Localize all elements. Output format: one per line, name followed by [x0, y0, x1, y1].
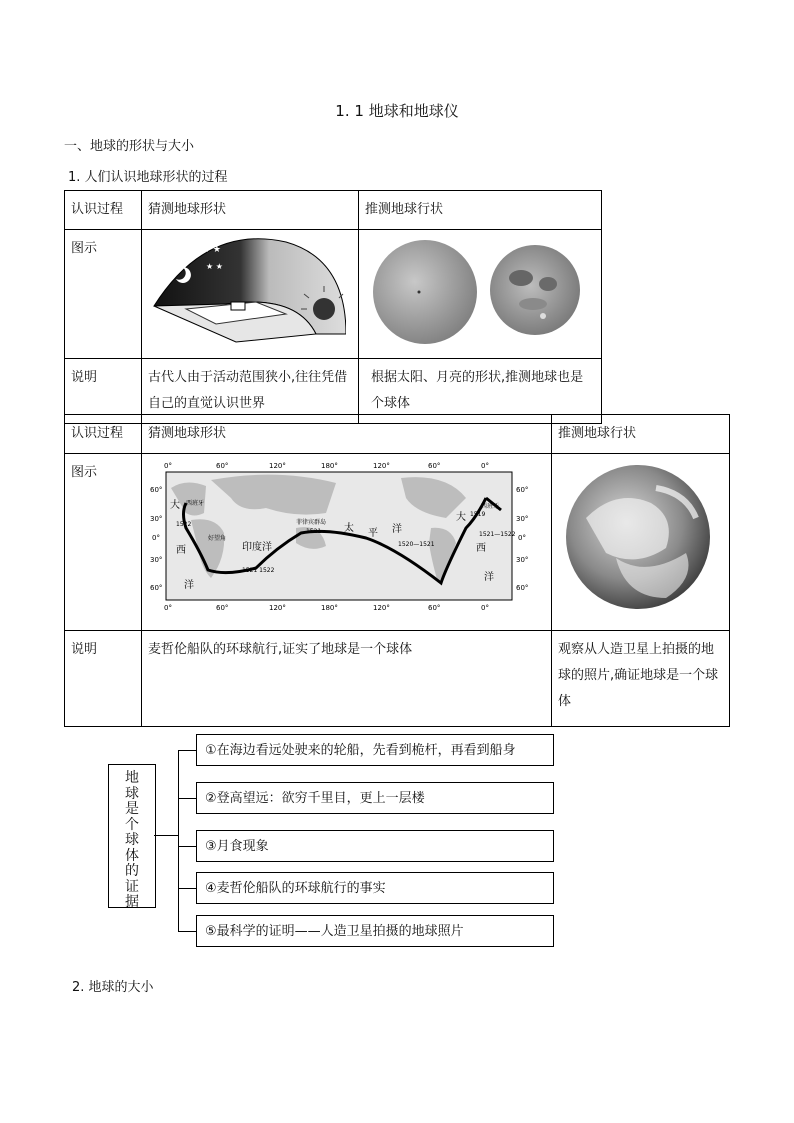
svg-text:120°: 120°: [373, 462, 390, 470]
map-label: 好望角: [208, 535, 227, 542]
table-header-process: 认识过程: [65, 415, 142, 454]
map-label: 1521: [306, 528, 322, 535]
guess-description: 麦哲伦船队的环球航行,证实了地球是一个球体: [142, 631, 552, 727]
svg-text:0°: 0°: [481, 604, 489, 612]
map-lon-labels-top: [164, 462, 489, 470]
map-label: 1521 1522: [242, 567, 275, 574]
svg-text:0°: 0°: [164, 604, 172, 612]
svg-text:60°: 60°: [428, 462, 441, 470]
evidence-center-label: 地球是个球体的证据: [125, 770, 139, 910]
table-header-process: 认识过程: [65, 191, 142, 230]
infer-description: 根据太阳、月亮的形状,推测地球也是个球体: [359, 359, 602, 424]
svg-text:120°: 120°: [373, 604, 390, 612]
svg-text:60°: 60°: [516, 486, 529, 494]
map-label: 太: [344, 523, 354, 534]
connector-bracket: [178, 750, 179, 932]
svg-text:0°: 0°: [152, 534, 160, 542]
map-label: 1522: [176, 521, 192, 528]
connector-line: [178, 798, 196, 799]
svg-text:120°: 120°: [269, 604, 286, 612]
map-label: 菲律宾群岛: [296, 519, 327, 526]
connector-line: [178, 931, 196, 932]
map-label: 大: [456, 512, 466, 523]
connector-line: [178, 846, 196, 847]
svg-text:60°: 60°: [216, 462, 229, 470]
svg-text:120°: 120°: [269, 462, 286, 470]
map-label: 西班牙: [186, 500, 205, 507]
satellite-earth-photo: [552, 454, 730, 631]
ancient-dome-illustration: [142, 230, 359, 359]
subsection-heading: 1. 人们认识地球形状的过程: [68, 170, 228, 185]
map-label: 1521—1522: [479, 531, 516, 538]
subsection-heading: 2. 地球的大小: [72, 980, 154, 995]
evidence-center-box: [108, 764, 156, 908]
svg-text:60°: 60°: [150, 486, 163, 494]
svg-text:60°: 60°: [216, 604, 229, 612]
svg-text:★ ★ ★: ★ ★ ★: [191, 245, 221, 255]
connector-line: [154, 835, 178, 836]
guess-description: 古代人由于活动范围狭小,往往凭借自己的直觉认识世界: [142, 359, 359, 424]
table-header-guess: 猜测地球形状: [142, 415, 552, 454]
table-header-infer: 推测地球行状: [552, 415, 730, 454]
map-label: 洋: [484, 572, 494, 583]
map-label: 洋: [392, 524, 402, 535]
map-label: 平: [368, 528, 378, 539]
svg-text:60°: 60°: [428, 604, 441, 612]
svg-text:30°: 30°: [516, 515, 529, 523]
sun-image: [373, 240, 477, 344]
svg-text:0°: 0°: [481, 462, 489, 470]
table-shape-process-2: [64, 414, 730, 727]
row-label-explanation: 说明: [65, 631, 142, 727]
map-label: 洋: [184, 580, 194, 591]
svg-text:30°: 30°: [150, 556, 163, 564]
connector-line: [178, 888, 196, 889]
evidence-item: ⑤最科学的证明——人造卫星拍摄的地球照片: [196, 915, 554, 947]
map-label: 西: [176, 545, 186, 556]
map-label: 大: [170, 500, 180, 511]
table-shape-process-1: [64, 190, 602, 424]
evidence-item: ②登高望远：欲穷千里目，更上一层楼: [196, 782, 554, 814]
page-title: 1. 1 地球和地球仪: [335, 102, 459, 120]
section-heading: 一、地球的形状与大小: [64, 139, 195, 154]
connector-line: [178, 750, 196, 751]
map-label: 西班牙: [481, 503, 500, 510]
map-label: 1519: [470, 511, 486, 518]
svg-text:60°: 60°: [516, 584, 529, 592]
svg-text:★ ★: ★ ★: [168, 255, 187, 265]
row-label-explanation: 说明: [65, 359, 142, 424]
evidence-item: ①在海边看远处驶来的轮船，先看到桅杆，再看到船身: [196, 734, 554, 766]
map-label: 1520—1521: [398, 541, 435, 548]
table-header-infer: 推测地球行状: [359, 191, 602, 230]
svg-text:30°: 30°: [516, 556, 529, 564]
map-lat-labels-right: [516, 486, 528, 592]
svg-text:0°: 0°: [164, 462, 172, 470]
svg-text:★ ★: ★ ★: [206, 262, 223, 271]
svg-text:180°: 180°: [321, 604, 338, 612]
evidence-item: ④麦哲伦船队的环球航行的事实: [196, 872, 554, 904]
infer-description: 观察从人造卫星上拍摄的地球的照片,确证地球是一个球体: [552, 631, 730, 727]
evidence-item: ③月食现象: [196, 830, 554, 862]
moon-image: [490, 245, 580, 335]
row-label-illustration: 图示: [65, 454, 142, 631]
svg-text:60°: 60°: [150, 584, 163, 592]
svg-text:180°: 180°: [321, 462, 338, 470]
sun-moon-illustration: [359, 230, 602, 359]
map-label: 印度洋: [242, 542, 272, 553]
table-header-guess: 猜测地球形状: [142, 191, 359, 230]
row-label-illustration: 图示: [65, 230, 142, 359]
magellan-route-map: [142, 454, 552, 631]
svg-text:0°: 0°: [518, 534, 526, 542]
svg-text:30°: 30°: [150, 515, 163, 523]
sky-dome-image: [146, 234, 346, 344]
map-lon-labels-bottom: [164, 604, 489, 612]
map-label: 西: [476, 543, 486, 554]
map-lat-labels-left: [150, 486, 162, 592]
